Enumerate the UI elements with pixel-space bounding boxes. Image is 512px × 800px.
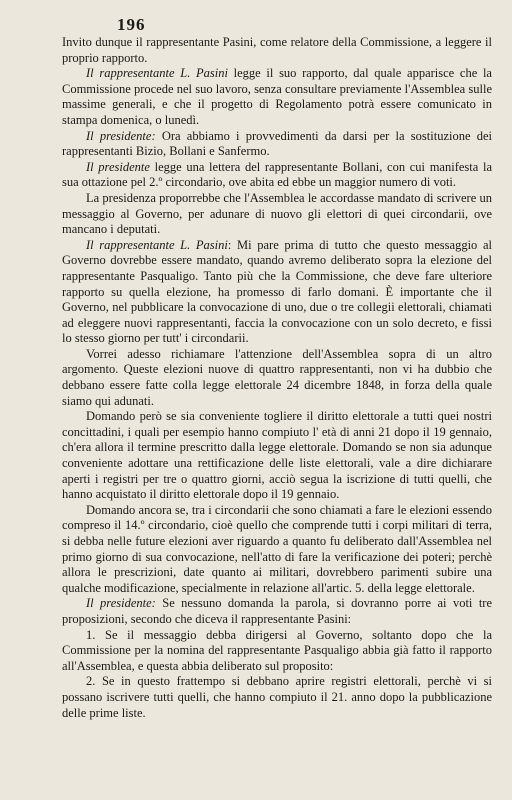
- paragraph: Domando però se sia conveniente togliere il diritto elettorale a tutti quei nostri concittadini, i quali per esempio hanno compiuto l' età di anni 21 dopo il 19 gennaio, ch'era allora il termine prescritto dalla legge elettorale. Domando se non sia adunque conveniente adottare una rettificazione delle liste elettorali, vale a dire dichiarare aperti i registri per tre o quattro giorni, acciò segua la iscrizione di tutti quelli, che hanno acquistato il diritto elettorale dopo il 19 gennaio.: [62, 409, 492, 502]
- speaker: Il rappresentante L. Pasini: [86, 237, 228, 252]
- paragraph: Il rappresentante L. Pasini legge il suo rapporto, dal quale apparisce che la Commissione procede nel suo lavoro, senza consultare previamente l'Assemblea sulle massime generali, e che il progetto di Regolamento potrà essere comunicato in stampa domenica, o lunedì.: [62, 66, 492, 127]
- paragraph: Vorrei adesso richiamare l'attenzione dell'Assemblea sopra di un altro argomento. Queste elezioni nuove di quattro rappresentanti, non vi ha dubbio che debbano essere fatte colla legge elettorale 24 dicembre 1848, in forza della quale siamo qui adunati.: [62, 346, 492, 408]
- list-item: 1. Se il messaggio debba dirigersi al Governo, soltanto dopo che la Commissione per la nomina del rappresentante Pasqualigo abbia già fatto il rapporto all'Assemblea, e questa abbia deliberato sul proposito:: [62, 627, 492, 673]
- paragraph: Il rappresentante L. Pasini: Mi pare prima di tutto che questo messaggio al Governo dovrebbe essere mandato, quando avremo deliberato sopra la elezione del rappresentante Pasqualigo. Tanto più che la Commissione, che deve fare ulteriore rapporto su quella elezione, ha promesso di farlo domani. È importante che il Governo, nel pubblicare la convocazione di uno, due o tre collegii elettorali, chiamati ad eleggere nuovi rappresentanti, faccia la convocazione con un solo decreto, e fissi lo stesso giorno per tutt' i circondarii.: [62, 237, 492, 346]
- body-text: [62, 35, 492, 721]
- speaker: Il presidente:: [86, 596, 156, 611]
- paragraph: Il presidente: Ora abbiamo i provvedimenti da darsi per la sostituzione dei rappresentanti Bizio, Bollani e Sanfermo.: [62, 128, 493, 159]
- paragraph: Invito dunque il rappresentante Pasini, come relatore della Commissione, a leggere il proprio rapporto.: [62, 35, 492, 65]
- list-item: 2. Se in questo frattempo si debbano aprire registri elettorali, perchè vi si possano iscrivere tutti quelli, che hanno compiuto il 21. anno dopo la pubblicazione delle prime liste.: [62, 674, 492, 720]
- speaker: Il presidente:: [86, 128, 156, 143]
- page-number: 196: [117, 15, 146, 34]
- paragraph: Domando ancora se, tra i circondarii che sono chiamati a fare le elezioni essendo compreso il 14.º circondario, cioè quello che comprende tutti i corpi militari di terra, si debba nelle future elezioni aver riguardo a quanto fu deliberato dall'Assemblea nel primo giorno di sua convocazione, nell'atto di fare la verificazione dei poteri; perchè allora le prescrizioni, date quanto ai militari, dovrebbero parimenti subire una qualche modificazione, specialmente in relazione all'artic. 5. della legge elettorale.: [62, 502, 492, 595]
- speaker: Il presidente: [86, 159, 150, 174]
- paragraph: La presidenza proporrebbe che l'Assemblea le accordasse mandato di scrivere un messaggio al Governo, per adunare di nuovo gli elettori di quei circondarii, ove mancano i deputati.: [62, 190, 492, 237]
- paragraph: Il presidente legge una lettera del rappresentante Bollani, con cui manifesta la sua ottazione pel 2.º circondario, ove abita ed ebbe un maggior numero di voti.: [62, 159, 492, 190]
- paragraph: Il presidente: Se nessuno domanda la parola, si dovranno porre ai voti tre proposizioni, secondo che diceva il rappresentante Pasini:: [62, 596, 493, 626]
- speaker: Il rappresentante L. Pasini: [86, 66, 228, 81]
